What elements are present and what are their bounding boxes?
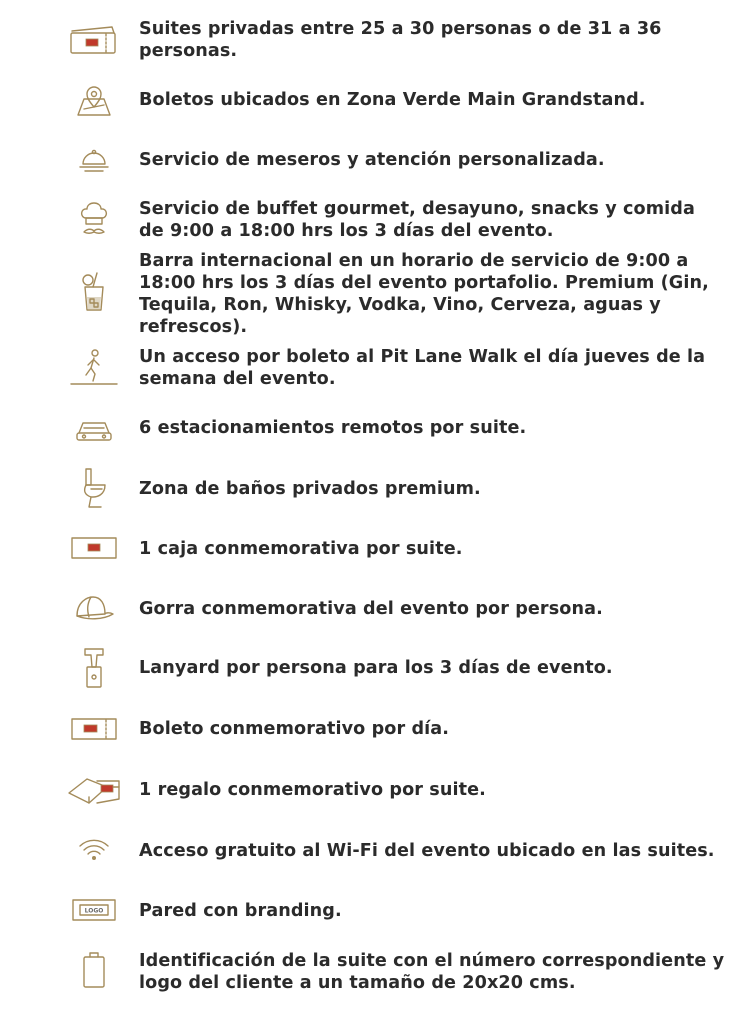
wifi-icon bbox=[64, 832, 124, 868]
item-text-line: Barra internacional en un horario de servicio de 9:00 a bbox=[139, 251, 689, 271]
item-text-line: refrescos). bbox=[139, 317, 248, 337]
ticket-icon bbox=[64, 20, 124, 60]
item-text-line: 1 caja conmemorativa por suite. bbox=[139, 539, 463, 559]
item-text-line: 18:00 hrs los 3 días del evento portafolio. Premium (Gin, bbox=[139, 273, 709, 293]
map-pin-icon bbox=[64, 82, 124, 118]
cap-icon bbox=[64, 591, 124, 627]
item-text-line: de 9:00 a 18:00 hrs los 3 días del evento. bbox=[139, 221, 554, 241]
id-placard-icon bbox=[64, 948, 124, 992]
item-text-line: Zona de baños privados premium. bbox=[139, 479, 481, 499]
logo-wall-icon bbox=[64, 893, 124, 927]
item-text-line: Servicio de meseros y atención personalizada. bbox=[139, 150, 605, 170]
item-text-line: Boletos ubicados en Zona Verde Main Grandstand. bbox=[139, 90, 646, 110]
lanyard-icon bbox=[64, 646, 124, 690]
cocktail-glass-icon bbox=[64, 268, 124, 316]
item-text-line: 1 regalo conmemorativo por suite. bbox=[139, 780, 486, 800]
item-text-line: Pared con branding. bbox=[139, 901, 342, 921]
ticket-stub-icon bbox=[64, 712, 124, 746]
item-text-line: semana del evento. bbox=[139, 369, 336, 389]
item-text-line: Un acceso por boleto al Pit Lane Walk el día jueves de la bbox=[139, 347, 706, 367]
chef-hat-icon bbox=[64, 196, 124, 240]
service-cloche-icon bbox=[64, 142, 124, 178]
item-text-line: Gorra conmemorativa del evento por persona. bbox=[139, 599, 603, 619]
gift-box-icon bbox=[64, 772, 124, 808]
item-text-line: Suites privadas entre 25 a 30 personas o de 31 a 36 bbox=[139, 19, 662, 39]
toilet-icon bbox=[64, 466, 124, 510]
item-text-line: personas. bbox=[139, 41, 238, 61]
walking-person-icon bbox=[64, 346, 124, 388]
item-text-line: Acceso gratuito al Wi-Fi del evento ubicado en las suites. bbox=[139, 841, 715, 861]
item-text-line: Identificación de la suite con el número correspondiente y bbox=[139, 951, 725, 971]
item-text-line: logo del cliente a un tamaño de 20x20 cms. bbox=[139, 973, 576, 993]
item-text-line: 6 estacionamientos remotos por suite. bbox=[139, 418, 527, 438]
commemorative-box-icon bbox=[64, 531, 124, 565]
item-text-line: Lanyard por persona para los 3 días de evento. bbox=[139, 658, 613, 678]
item-text-line: Tequila, Ron, Whisky, Vodka, Vino, Cerveza, aguas y bbox=[139, 295, 661, 315]
logo-wall-text: LOGO bbox=[84, 907, 104, 915]
item-text-line: Servicio de buffet gourmet, desayuno, snacks y comida bbox=[139, 199, 695, 219]
car-icon bbox=[64, 412, 124, 448]
item-text-line: Boleto conmemorativo por día. bbox=[139, 719, 450, 739]
